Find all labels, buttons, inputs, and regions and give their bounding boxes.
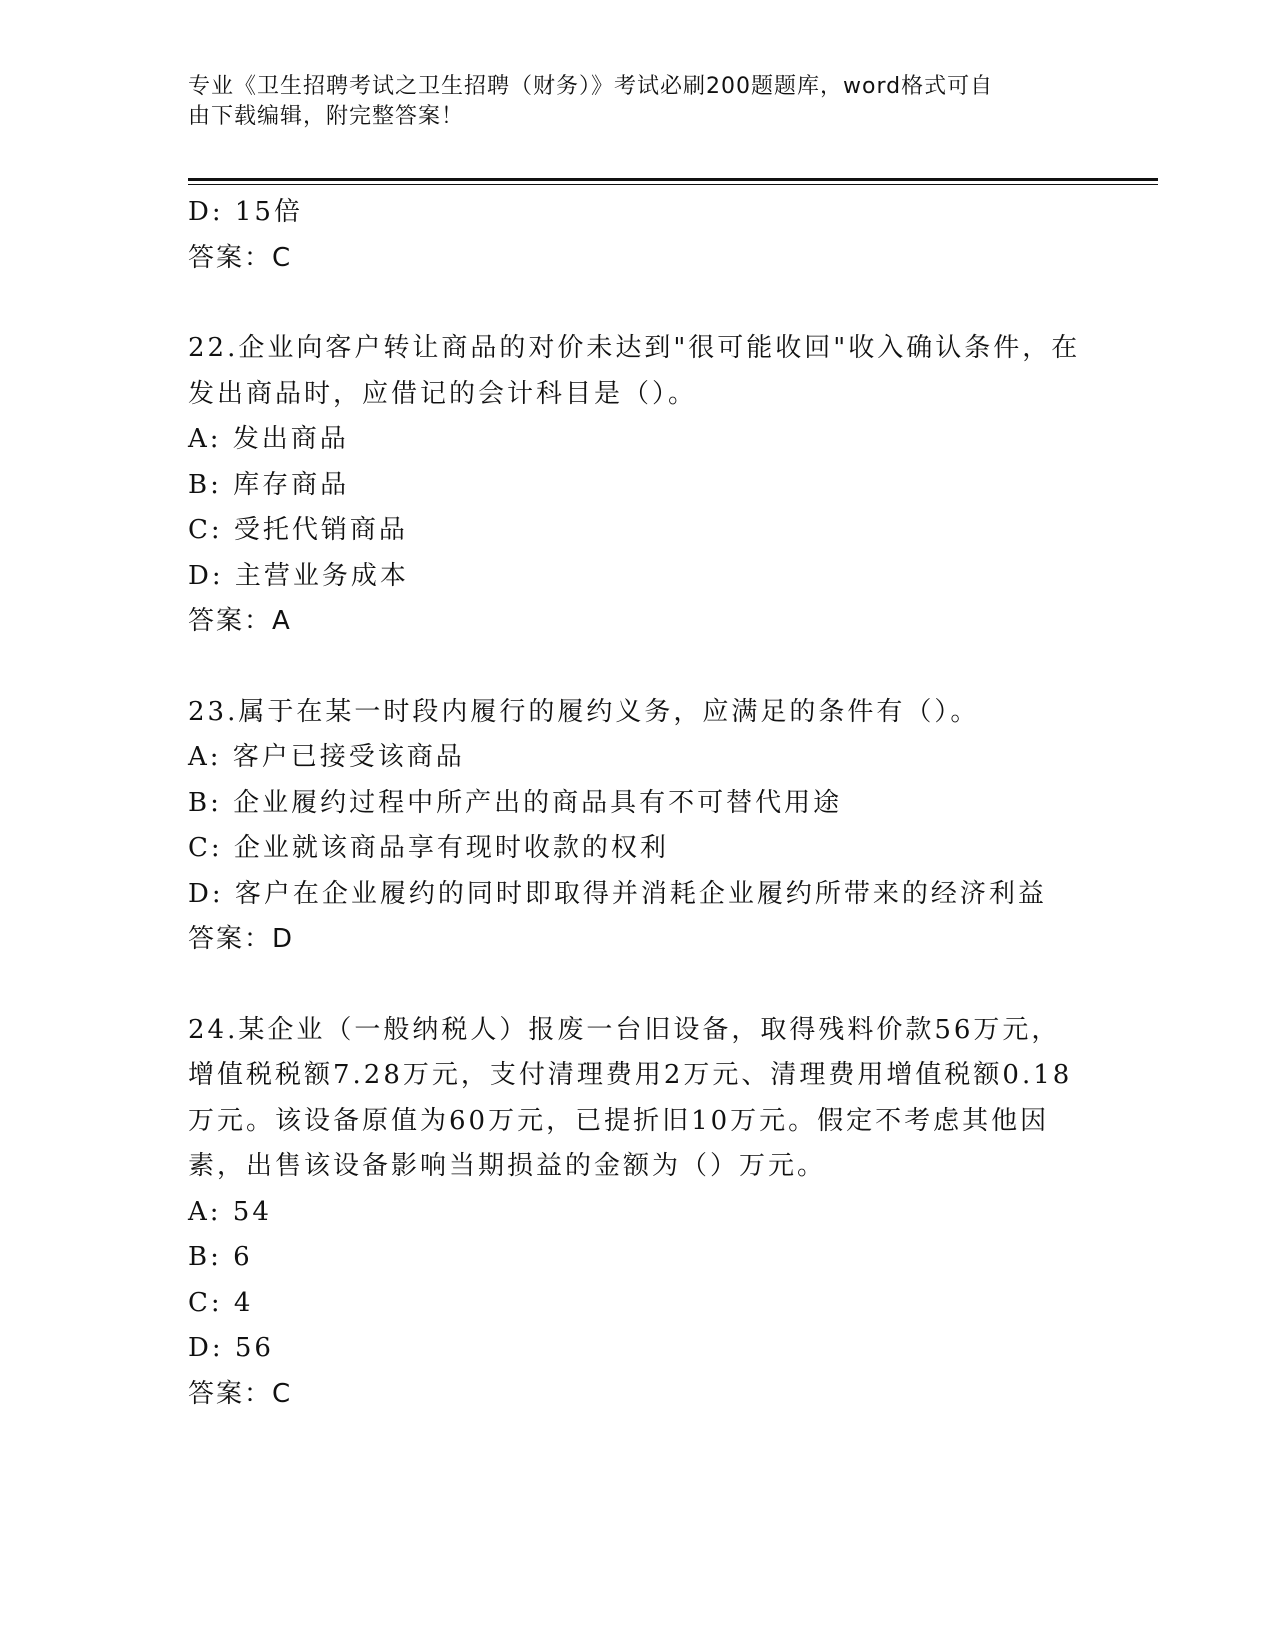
header-line-2: 由下载编辑，附完整答案！ <box>188 104 465 129</box>
stem-line: 万元。该设备原值为60万元，已提折旧10万元。假定不考虑其他因 <box>188 1105 1050 1136</box>
question-stem <box>188 690 1088 736</box>
header-line-1: 专业《卫生招聘考试之卫生招聘（财务）》考试必刷200题题库，word格式可自 <box>188 74 994 99</box>
option-c: C: 受托代销商品 <box>188 515 408 545</box>
answer: 答案：A <box>188 606 292 636</box>
answer: 答案：D <box>188 924 295 954</box>
option-a: A: 客户已接受该商品 <box>188 742 465 772</box>
option-c: C: 4 <box>188 1287 254 1318</box>
option-c: C: 企业就该商品享有现时收款的权利 <box>188 833 669 863</box>
stem-line: 24.某企业（一般纳税人）报废一台旧设备，取得残料价款56万元， <box>188 1014 1061 1045</box>
stem-line: 23.属于在某一时段内履行的履约义务，应满足的条件有（）。 <box>188 696 980 727</box>
page-header <box>188 72 1088 132</box>
option-d: D: 主营业务成本 <box>188 560 409 591</box>
stem-line: 素，出售该设备影响当期损益的金额为（）万元。 <box>188 1151 827 1181</box>
option-a: A: 发出商品 <box>188 424 349 454</box>
question-23 <box>188 690 1088 963</box>
question-list <box>188 190 1088 1417</box>
question-stem <box>188 1008 1088 1190</box>
header-divider <box>188 178 1158 181</box>
option-b: B: 库存商品 <box>188 469 350 500</box>
prev-question-tail <box>188 190 1088 281</box>
answer: 答案：C <box>188 1378 293 1409</box>
option-b: B: 6 <box>188 1242 253 1272</box>
option-d: D: 客户在企业履约的同时即取得并消耗企业履约所带来的经济利益 <box>188 878 1047 909</box>
option-b: B: 企业履约过程中所产出的商品具有不可替代用途 <box>188 787 843 818</box>
option-d: D: 56 <box>188 1333 274 1363</box>
question-24 <box>188 1008 1088 1418</box>
header-divider-thin <box>188 184 1158 185</box>
question-stem <box>188 326 1088 417</box>
stem-line: 发出商品时，应借记的会计科目是（）。 <box>188 378 698 409</box>
option-a: A: 54 <box>188 1196 272 1227</box>
question-22 <box>188 326 1088 645</box>
option-d: D: 15倍 <box>188 197 303 227</box>
stem-line: 增值税税额7.28万元，支付清理费用2万元、清理费用增值税额0.18 <box>188 1060 1073 1090</box>
answer: 答案：C <box>188 242 293 273</box>
stem-line: 22.企业向客户转让商品的对价未达到"很可能收回"收入确认条件，在 <box>188 333 1081 363</box>
